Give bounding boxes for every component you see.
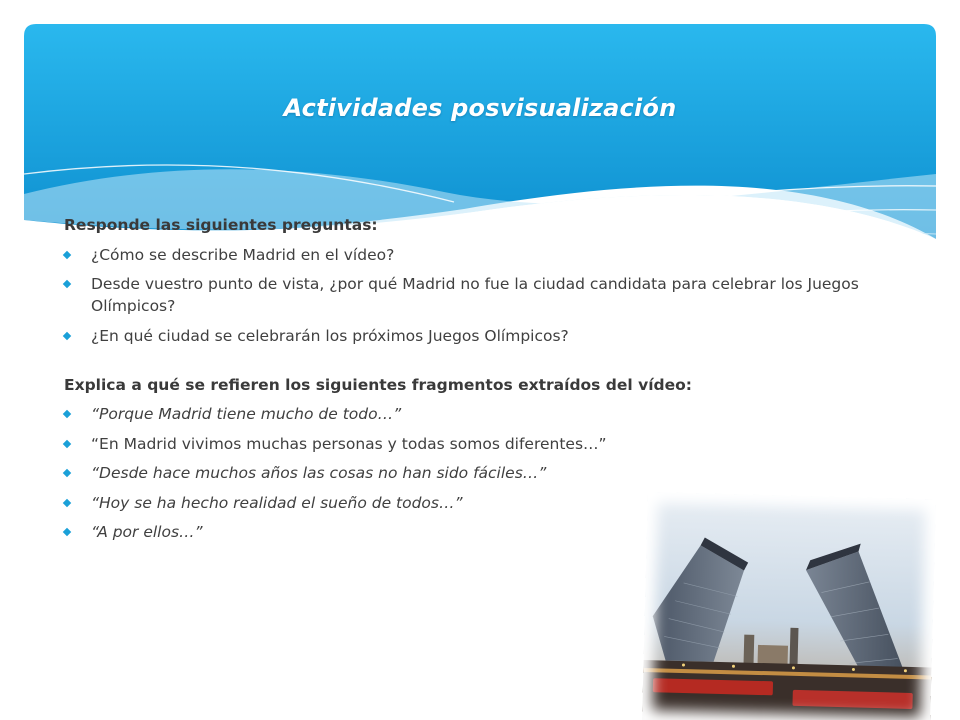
slide-title: Actividades posvisualización: [283, 94, 677, 122]
question-text: Desde vuestro punto de vista, ¿por qué Madrid no fue la ciudad candidata para celebrar los Juegos Olímpicos?: [91, 275, 859, 315]
diamond-bullet-icon: [63, 280, 71, 288]
fragments-heading: Explica a qué se refieren los siguientes fragmentos extraídos del vídeo:: [64, 375, 692, 394]
madrid-towers-photo: [642, 492, 936, 720]
fragment-text: “A por ellos…”: [91, 523, 203, 541]
fragment-text: “En Madrid vivimos muchas personas y todas somos diferentes…”: [91, 434, 607, 453]
diamond-bullet-icon: [63, 250, 71, 258]
list-item: [64, 403, 924, 425]
diamond-bullet-icon: [63, 331, 71, 339]
diamond-bullet-icon: [63, 498, 71, 506]
diamond-bullet-icon: [63, 528, 71, 536]
fragment-text: “Hoy se ha hecho realidad el sueño de todos…”: [91, 493, 463, 512]
question-text: ¿Cómo se describe Madrid en el vídeo?: [91, 245, 395, 264]
questions-list: [64, 244, 924, 347]
diamond-bullet-icon: [63, 469, 71, 477]
list-item: [64, 462, 924, 484]
diamond-bullet-icon: [63, 410, 71, 418]
photo-illustration: [642, 492, 936, 720]
list-item: [64, 273, 924, 317]
list-item: [64, 244, 924, 266]
question-text: ¿En qué ciudad se celebrarán los próximos Juegos Olímpicos?: [91, 326, 569, 345]
list-item: [64, 433, 924, 455]
questions-heading: Responde las siguientes preguntas:: [64, 216, 378, 234]
list-item: [64, 325, 924, 347]
slide-content: [64, 214, 924, 543]
diamond-bullet-icon: [63, 439, 71, 447]
fragment-text: “Desde hace muchos años las cosas no han sido fáciles…”: [91, 464, 547, 482]
fragment-text: “Porque Madrid tiene mucho de todo…”: [91, 405, 402, 423]
